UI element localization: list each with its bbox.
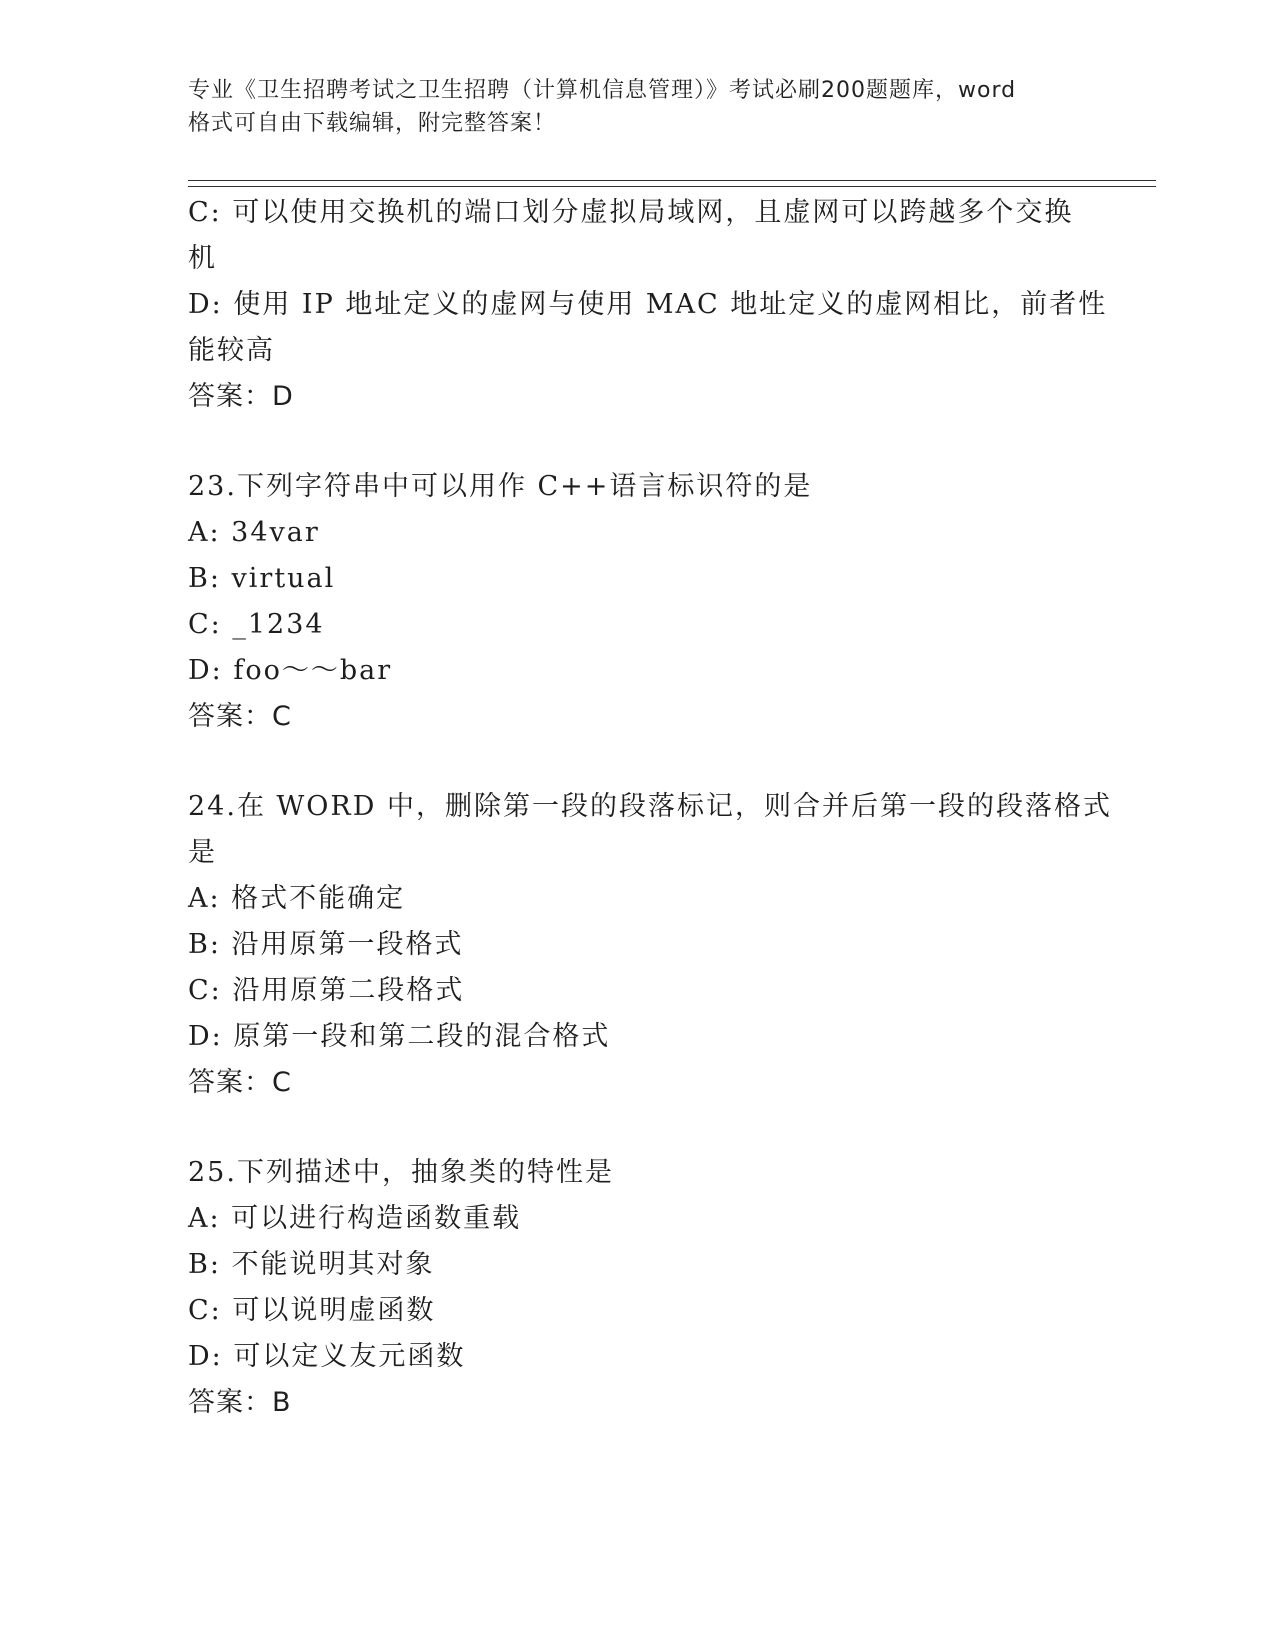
option-c-line1: C: 可以使用交换机的端口划分虚拟局域网，且虚网可以跨越多个交换 [188, 197, 1074, 228]
header-title-line1: 专业《卫生招聘考试之卫生招聘（计算机信息管理）》考试必刷200题题库，word [188, 78, 1017, 103]
option-b: B: 不能说明其对象 [188, 1249, 435, 1280]
answer-label: 答案：D [188, 381, 294, 412]
continued-question [188, 190, 1108, 420]
answer-label: 答案：C [188, 1067, 292, 1098]
option-a: A: 格式不能确定 [188, 883, 406, 914]
option-a: A: 34var [188, 517, 320, 548]
answer-label: 答案：B [188, 1387, 292, 1418]
option-b: B: virtual [188, 563, 336, 594]
spacer [188, 740, 1088, 784]
option-d-line2: 能较高 [188, 335, 275, 366]
option-d-line1: D: 使用 IP 地址定义的虚网与使用 MAC 地址定义的虚网相比，前者性 [188, 289, 1108, 320]
question-content [188, 190, 1112, 1426]
answer-label: 答案：C [188, 701, 292, 732]
option-a: A: 可以进行构造函数重载 [188, 1203, 522, 1234]
option-c: C: 可以说明虚函数 [188, 1295, 436, 1326]
header-divider-top [188, 180, 1156, 181]
option-c: C: 沿用原第二段格式 [188, 975, 465, 1006]
header-divider-bottom [188, 186, 1156, 187]
question-stem: 23.下列字符串中可以用作 C++语言标识符的是 [188, 471, 813, 502]
document-header [188, 74, 1088, 140]
header-title-line2: 格式可自由下载编辑，附完整答案！ [188, 111, 557, 136]
question-stem-line1: 24.在 WORD 中，删除第一段的段落标记，则合并后第一段的段落格式 [188, 791, 1112, 822]
question-stem: 25.下列描述中，抽象类的特性是 [188, 1157, 614, 1188]
question-24 [188, 784, 1112, 1106]
spacer [188, 1106, 1088, 1150]
spacer [188, 420, 1088, 464]
option-c: C: _1234 [188, 609, 325, 640]
question-25 [188, 1150, 1088, 1426]
option-d: D: foo～～bar [188, 655, 393, 686]
option-d: D: 可以定义友元函数 [188, 1341, 466, 1372]
question-23 [188, 464, 1088, 740]
option-d: D: 原第一段和第二段的混合格式 [188, 1021, 611, 1052]
option-b: B: 沿用原第一段格式 [188, 929, 464, 960]
option-c-line2: 机 [188, 243, 217, 274]
question-stem-line2: 是 [188, 837, 217, 868]
